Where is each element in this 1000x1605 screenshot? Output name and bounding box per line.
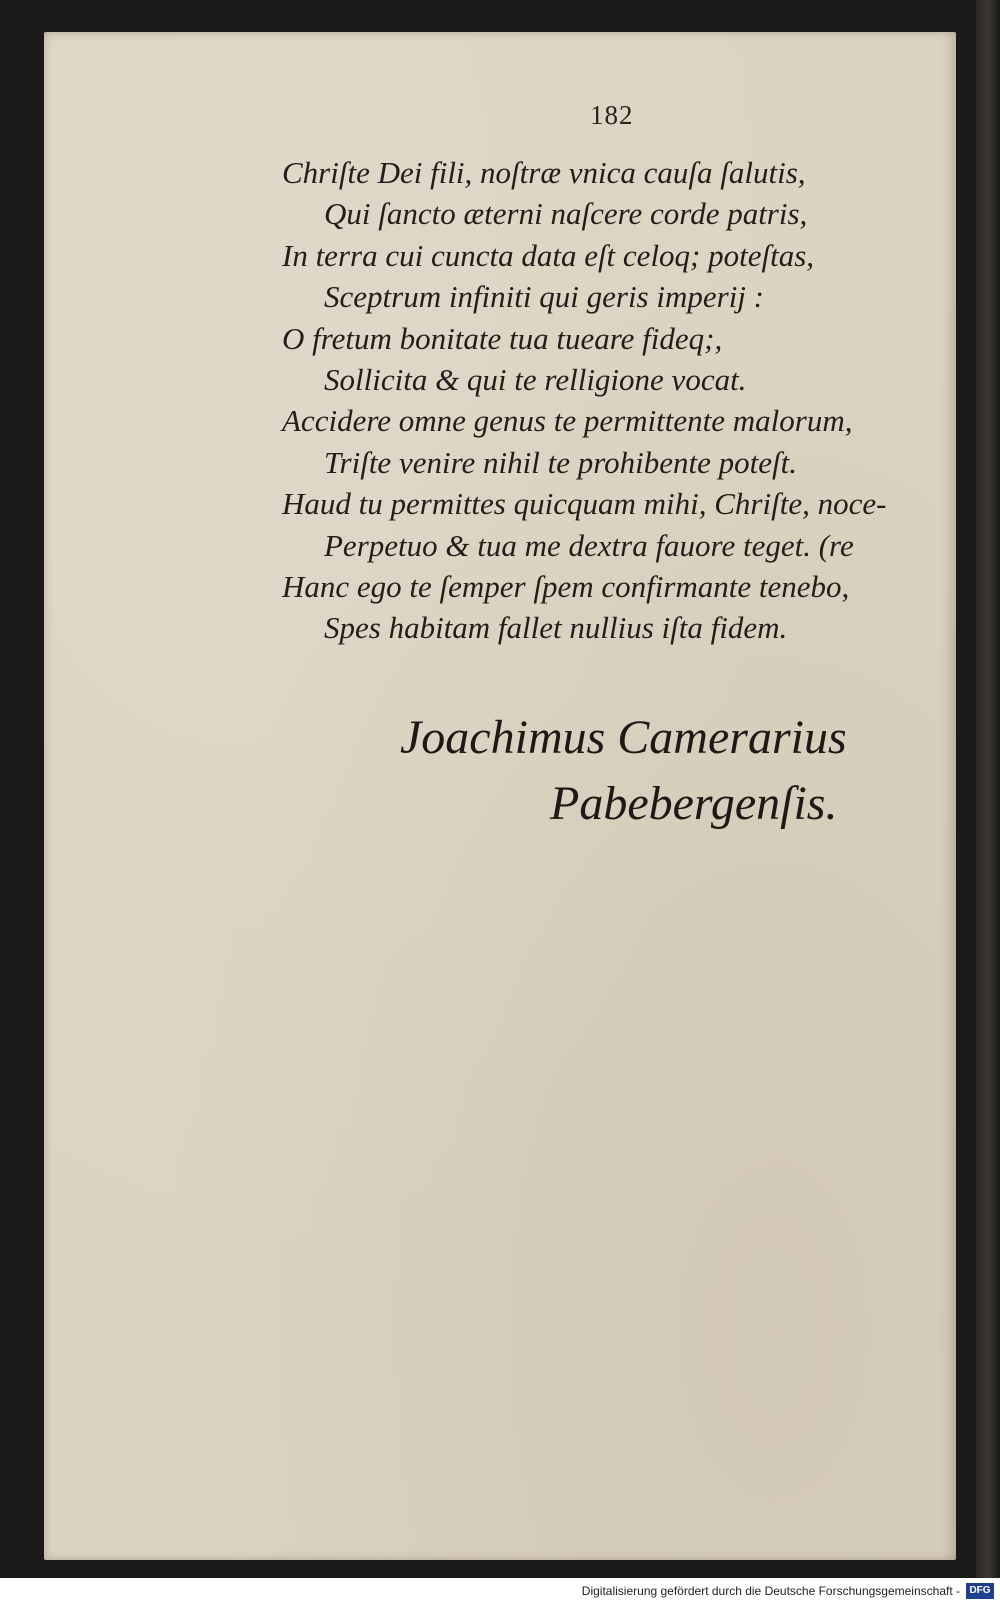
- poem-line: Sollicita & qui te relligione vocat.: [324, 361, 747, 397]
- poem-line: Triſte venire nihil te prohibente poteſt.: [324, 444, 797, 480]
- poem-line: O fretum bonitate tua tueare fideq;,: [282, 320, 723, 356]
- poem-line: Chriſte Dei fili, noſtræ vnica cauſa ſalutis,: [282, 155, 806, 190]
- poem-line: In terra cui cuncta data eſt celoq; poteſtas,: [282, 237, 815, 273]
- poem-line: Hanc ego te ſemper ſpem confirmante tenebo,: [282, 568, 850, 604]
- poem-line: Accidere omne genus te permittente malorum,: [282, 403, 853, 439]
- author-signature: [400, 705, 940, 837]
- poem-line: Haud tu permittes quicquam mihi, Chriſte, noce-: [282, 486, 887, 522]
- poem-line: Perpetuo & tua me dextra fauore teget. (re: [324, 527, 854, 563]
- author-name: Joachimus Camerarius: [400, 711, 847, 764]
- poem-line: Spes habitam fallet nullius iſta fidem.: [324, 610, 788, 646]
- dfg-logo: DFG: [966, 1583, 994, 1599]
- book-cover-edge: [976, 0, 1000, 1578]
- digitisation-footer: [0, 1578, 1000, 1605]
- poem-line: Qui ſancto æterni naſcere corde patris,: [324, 196, 808, 232]
- author-origin: Pabebergenſis.: [550, 777, 838, 830]
- funding-notice: Digitalisierung gefördert durch die Deutsche Forschungsgemeinschaft -: [581, 1584, 960, 1598]
- poem-line: Sceptrum infiniti qui geris imperij :: [324, 279, 764, 315]
- page-number: 182: [590, 100, 634, 130]
- poem: [282, 152, 886, 649]
